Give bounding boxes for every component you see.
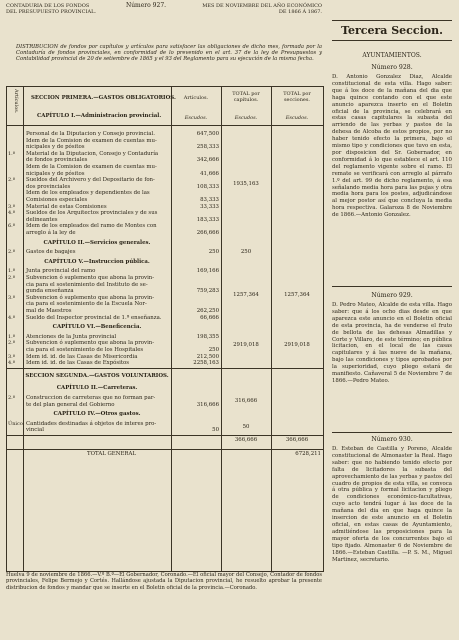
row-amount: 212,500 (196, 353, 219, 360)
row-text: Junta provincial del ramo (26, 268, 96, 275)
row-article: 6.º (8, 223, 16, 230)
row-text: Material de estas Comisiones (26, 203, 107, 210)
row-amount: 647,500 (196, 131, 219, 137)
row-amount: 108,333 (196, 183, 219, 190)
row-text: Atenciones de la Junta provincial (26, 333, 117, 340)
cap4-title: CAPÍTULO IV.—Otros gastos. (53, 411, 141, 418)
notice-929: D. Pedro Mateo, Alcalde de esta villa. Hago saber: que á los ocho dias desde en que aparezca este anuncio en el Boletin oficial de esta provincia, ha de venderse el fruto de bellota de las dehesas Almadillas y Corte y Villaro, de este término; en pública licitacion, en el local de las casas capitulares y á las nueve de la mañana, bajo las condiciones y tipos aprobados por la superioridad, cuyo pliego estará de manifiesto. Cañaveral 5 de Noviembre 7 de 1866.—Pedro Mateo. (332, 302, 452, 384)
total-value: 6728,211 (295, 450, 321, 457)
cap2b-title: CAPÍTULO II.—Carreteras. (56, 385, 138, 392)
row-article: 1.º (8, 150, 16, 157)
row-amount: 41,666 (200, 170, 219, 177)
row-article: 2.º (8, 249, 16, 256)
header-right-line1: MES DE NOVIEMBRE DEL AÑO ECONÓMICO (202, 3, 322, 9)
row-amount: 2258,163 (193, 360, 219, 367)
cap4-total: 50 (242, 423, 250, 430)
row-text: mal de Maestros (26, 308, 72, 314)
row-amount: 316,666 (196, 401, 219, 408)
header-right-line2: DE 1866 Á 1867. (278, 9, 322, 15)
row-amount: 169,166 (196, 268, 219, 275)
row-text: Cantidades destinadas á objetos de interes pro- (26, 420, 157, 427)
row-article: 4.º (8, 360, 16, 367)
vertical-label: Artículos. (13, 89, 19, 114)
row-article: 2.º (8, 340, 16, 347)
ayuntamientos-heading: AYUNTAMIENTOS. (362, 52, 422, 59)
cap2-title: CAPÍTULO II.—Servicios generales. (43, 239, 151, 246)
row-text: arreglo á la ley de (26, 230, 76, 236)
row-text: Idem de los empleados del ramo de Montes con (26, 223, 157, 230)
col-articulos: Artículos. (183, 95, 209, 101)
row-text: Sueldo del Inspector provincial de 1.ª enseñanza. (26, 314, 162, 321)
col-total-secciones: TOTAL por secciones. (283, 91, 311, 104)
row-text: Comisiones especiales (26, 197, 88, 203)
row-text: cia para el sostenimiento del Instituto de se- (26, 281, 148, 288)
row-text: delineantes (26, 216, 58, 223)
subtotal-cap: 366,666 (234, 437, 258, 443)
cap2-total: 250 (240, 249, 252, 256)
row-amount: 759,283 (196, 288, 219, 295)
row-amount: 33,333 (200, 203, 219, 210)
row-amount: 198,355 (196, 333, 219, 340)
row-text: Material de la Diputacion, Consejo y Contaduría (26, 150, 159, 157)
cap1-total: 1935,163 (233, 180, 259, 187)
escudos-col2: Escudos. (234, 115, 258, 121)
row-text: Sueldos de los Arquitectos provinciales y de sus (26, 210, 158, 217)
escudos-col3: Escudos. (285, 115, 309, 121)
row-amount: 266,666 (196, 230, 219, 236)
row-text: Idem id. id. de las Casas de Expósitos (26, 360, 130, 367)
subtotal-sec: 366,666 (285, 437, 309, 443)
cap1-title: CAPÍTULO I.—Administracion provincial. (37, 113, 162, 119)
cap5-title: CAPÍTULO V.—Instruccion pública. (44, 258, 150, 265)
header-number: Número 927. (125, 2, 167, 9)
notice-928: D. Antonio Gonzalez Diaz, Alcalde constitucional de esta villa. Hago saber: que á los doce de la mañana del dia que haga quince contando con el que este anuncio aparezca inserto en el Boletin oficial de la provincia, se celebrará en estas casas capitulares la subasta del arriendo de las yerbas y pastos de la dehesa de Alcoba de estos propios, por no haber tenido efecto la primera, bajo el mismo tipo y condiciones que tuvo en esta, por disposicion del Sr. Gobernador, en conformidad á lo que establece el art. 110 del reglamento vigente sobre el ramo. El remate se verificará con arreglo al párrafo 1.º del art. 99 de dicho reglamento, á esa señalando media hora para las pujas y otra media hora para los postes, adjudicándose al mejor postor así que concluya la media hora respectiva. Galaroza 8 de Noviembre de 1866.—Antonio Gonzalez. (332, 74, 452, 219)
row-text: Idem de la Comision de examen de cuentas mu- (26, 164, 157, 170)
row-amount: 83,333 (200, 197, 219, 203)
row-text: Gastos de bagajes (26, 249, 76, 256)
row-amount: 262,250 (196, 308, 219, 314)
row-article: 3.º (8, 294, 16, 301)
section2-heading: SECCION SEGUNDA.—GASTOS VOLUNTARIOS. (25, 372, 169, 379)
total-label: TOTAL GENERAL (87, 450, 136, 457)
row-text: te del plan general del Gobierno (26, 401, 115, 408)
intro-paragraph: DISTRIBUCION de fondos por capítulos y artículos para satisfacer las obligaciones de dicho mes, formada por la Contaduría de fondos provinciales, en conformidad de lo prevenido en el art. 37 de la ley de Presupuestos y Contabilidad provincial de 20 de setiembre de 1865 y el 93 del Reglamento para su ejecución de la misma fecha. (16, 44, 322, 63)
row-text: dos provinciales (26, 183, 71, 190)
cap6-title: CAPÍTULO VI.—Beneficencia. (52, 324, 142, 331)
cap5-total: 1257,364 (233, 291, 259, 298)
row-text: nicipales y de pósitos (26, 144, 85, 151)
notice-930: D. Esteban de Castilla y Poreno, Alcalde constitucional de Almonaster la Real. Hago saber: que no habiendo tenido efecto por falta de licitadores la subasta del aprovechamiento de las yerbas y pastos del cuadro de propios de esta villa, se convoca á otra pública y formal licitacion y pliego de condiciones económico-facultativas, cuyo acto tendrá lugar á las doce de la mañana del dia en que haga quince la insercion de este anuncio en el Boletin oficial, en estas casas de Ayuntamiento, admitiéndose las proposiciones para la mayor oferta de los concurrentes bajo el tipo fijado. Almonaster 6 de Noviembre de 1866.—Esteban Castilla. —P. S. M., Miguel Martinez, secretario. (332, 446, 452, 563)
row-amount: 50 (212, 427, 219, 434)
row-text: Subvencion ó suplemento que abona la provin- (26, 340, 155, 347)
right-column (330, 0, 454, 640)
row-text: cia para el sostenimiento de la Escuela Nor- (26, 301, 147, 308)
row-text: cia para el sostenimiento de los Hospitales (26, 347, 144, 353)
row-text: gunda enseñanza (26, 288, 74, 295)
row-amount: 342,666 (196, 157, 219, 164)
cap6-total: 2919,018 (233, 341, 259, 348)
row-text: Subvencion ó suplemento que abona la provin- (26, 294, 155, 301)
row-article: 4.º (8, 210, 16, 217)
col-total-capitulos: TOTAL por capítulos. (232, 91, 260, 104)
section-title: Tercera Seccion. (341, 24, 443, 37)
notice-number-930: Número 930. (371, 436, 413, 443)
row-text: Idem de la Comision de examen de cuentas mu- (26, 137, 157, 144)
cap2b-total: 316,666 (234, 398, 258, 404)
cap5-total-sec: 1257,364 (284, 291, 310, 298)
row-text: Sueldos del Archivero y del Depositario de fon- (26, 177, 155, 184)
page-header (6, 3, 322, 17)
cap6-total-sec: 2919,018 (284, 341, 310, 348)
section-heading: SECCION PRIMERA.—GASTOS OBLIGATORIOS. (31, 95, 176, 101)
row-article: 3.º (8, 203, 16, 210)
row-article: 2.º (8, 275, 16, 281)
row-amount: 250 (208, 347, 219, 353)
row-article: 2.º (8, 177, 16, 184)
row-article: 1.º (8, 333, 16, 340)
row-text: Subvencion ó suplemento que abona la provin- (26, 275, 155, 281)
row-text: de fondos provinciales (26, 157, 88, 164)
row-article: 2.º (8, 395, 16, 401)
row-amount: 66,666 (200, 314, 219, 321)
row-text: Idem id. id. de las Casas de Misericordia (26, 353, 138, 360)
row-text: vincial (26, 427, 44, 434)
row-text: nicipales y de pósitos (26, 170, 85, 177)
row-text: Construccion de carreteras que no forman par- (26, 395, 156, 401)
header-left-line2: DEL PRESUPUESTO PROVINCIAL. (6, 9, 96, 15)
row-text: Idem de los empleados y dependientes de las (26, 190, 150, 197)
row-article: 3.º (8, 353, 16, 360)
row-amount: 183,333 (196, 216, 219, 223)
row-text: Personal de la Diputacion y Consejo provincial. (26, 131, 155, 137)
row-article: 1.º (8, 268, 16, 275)
notice-number-929: Número 929. (371, 292, 413, 299)
row-amount: 258,333 (196, 144, 219, 151)
notice-number-928: Número 928. (371, 64, 413, 71)
distribution-table (6, 86, 324, 572)
row-article: Único. (8, 420, 25, 427)
row-amount: 250 (208, 249, 219, 256)
footer-text: Huelva 9 de noviembre de 1866.—V.º B.º—El Gobernador, Coronado.—El oficial mayor del Consejo, Contador de fondos provinciales, Felipe Bermejo y Cortés. Hallándose ajustada la Diputacion provincial, he resuelto aprobar la presente distribucion de fondos y mandar que se inserte en el Boletin oficial de la provincia.—Coronado. (6, 572, 322, 591)
row-article: 4.º (8, 314, 16, 321)
escudos-col1: Escudos. (184, 115, 208, 121)
header-left-line1: CONTADURIA DE LOS FONDOS (6, 3, 90, 9)
